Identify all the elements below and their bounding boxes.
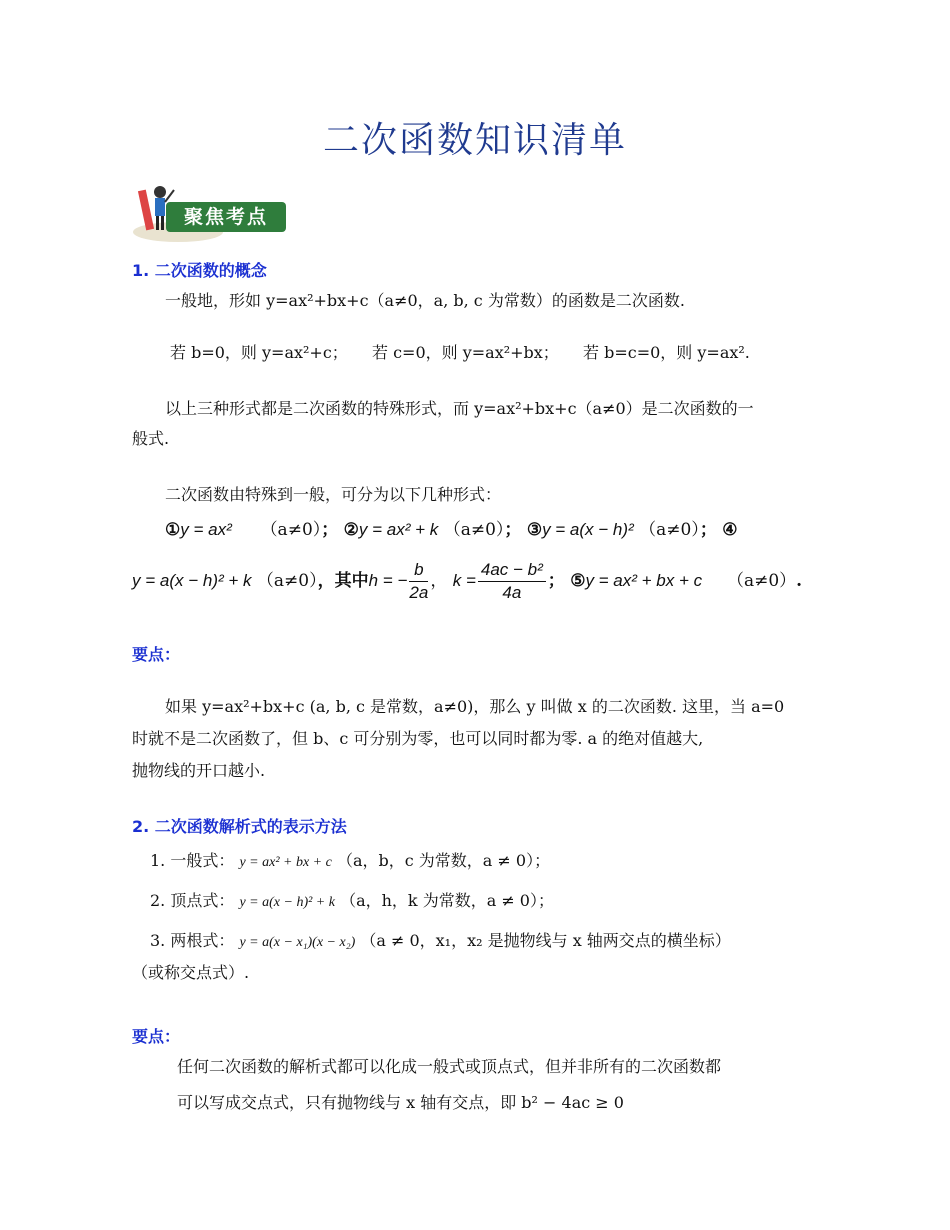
item-3-note: （a ≠ 0，x₁，x₂ 是抛物线与 x 轴两交点的横坐标） [360,931,731,950]
form-item-roots [150,926,731,958]
s1-para-4: 二次函数由特殊到一般，可分为以下几种形式： [165,485,502,504]
k-denominator: 4a [502,583,522,602]
h-denominator: 2a [409,583,429,602]
item-1-formula: y = ax² + bx + c [239,855,332,870]
form-1: y = ax² [180,520,232,539]
s1-special-cases [170,338,750,368]
item-1-note: （a，b，c 为常数，a ≠ 0）； [336,851,551,870]
item-3-tail: （或称交点式）. [132,963,250,982]
cond-4: （a≠0） [256,571,318,591]
item-2-label: 2. 顶点式： [150,891,235,910]
case-c0: 若 c=0，则 y=ax²+bx； [371,343,559,362]
k-fraction [478,559,546,604]
num-3: ③ [526,520,543,540]
item-2-formula: y = a(x − h)² + k [239,895,335,910]
key-1-line-3: 抛物线的开口越小. [132,761,266,780]
h-lhs: h = − [368,571,408,590]
num-5: ⑤ [570,571,586,591]
page-title: 二次函数知识清单 [322,120,627,161]
k-numerator: 4ac − b² [478,559,546,582]
where-label: ，其中 [317,571,369,591]
form-4: y = a(x − h)² + k [132,571,252,590]
h-fraction [409,559,428,604]
forms-row-1: ①y = ax² （a≠0）； ②y = ax² + k （a≠0）； ③y = a(x − h)² （a≠0）； ④ [165,520,738,540]
form-2: y = ax² + k [358,520,439,539]
k-lhs: k = [452,571,476,590]
forms-row-2: y = a(x − h)² + k （a≠0），其中h = − $\frac{b}{2a}$ ， k = $\frac{\text{4ac − b²}}{4a}$ ； ⑤y = ax² + bx + c （a≠0）. [132,560,803,602]
num-1: ① [165,520,181,540]
case-b0: 若 b=0，则 y=ax²+c； [170,343,348,362]
cond-3: （a≠0） [639,520,700,540]
section-2-heading: 2. 二次函数解析式的表示方法 [132,817,347,836]
item-3-formula: y = a(x − x₁)(x − x₂) [239,935,356,950]
focus-badge [128,180,288,250]
cond-2: （a≠0） [443,520,505,540]
key-2-line-1: 任何二次函数的解析式都可以化成一般式或顶点式，但并非所有的二次函数都 [177,1057,722,1076]
cond-1: （a≠0） [260,520,322,540]
item-2-note: （a，h，k 为常数，a ≠ 0）； [340,891,554,910]
case-bc0: 若 b=c=0，则 y=ax². [583,343,750,362]
h-numerator: b [409,559,428,582]
section-1-heading: 1. 二次函数的概念 [132,261,267,280]
num-4: ④ [722,520,738,540]
form-3: y = a(x − h)² [542,520,634,539]
form-5: y = ax² + bx + c [585,571,703,590]
item-1-label: 1. 一般式： [150,851,235,870]
key-1-heading: 要点： [132,645,181,664]
item-3-label: 3. 两根式： [150,931,235,950]
cond-5: （a≠0） [726,571,797,591]
form-item-vertex [150,886,554,918]
key-2-line-2: 可以写成交点式，只有抛物线与 x 轴有交点，即 b² − 4ac ≥ 0 [177,1093,624,1112]
s1-para-3b: 般式. [132,429,170,448]
key-2-heading: 要点： [132,1027,181,1046]
key-1-line-2: 时就不是二次函数了，但 b、c 可分别为零，也可以同时都为零. a 的绝对值越大, [132,729,704,748]
s1-para-3: 以上三种形式都是二次函数的特殊形式，而 y=ax²+bx+c（a≠0）是二次函数的一 [165,399,754,418]
s1-para-1: 一般地，形如 y=ax²+bx+c（a≠0，a, b, c 为常数）的函数是二次函数. [165,291,685,310]
key-1-line-1: 如果 y=ax²+bx+c (a, b, c 是常数，a≠0)，那么 y 叫做 x 的二次函数. 这里，当 a=0 [165,697,785,716]
form-item-general [150,846,550,878]
badge-label: 聚焦考点 [166,202,286,232]
num-2: ② [343,520,359,540]
